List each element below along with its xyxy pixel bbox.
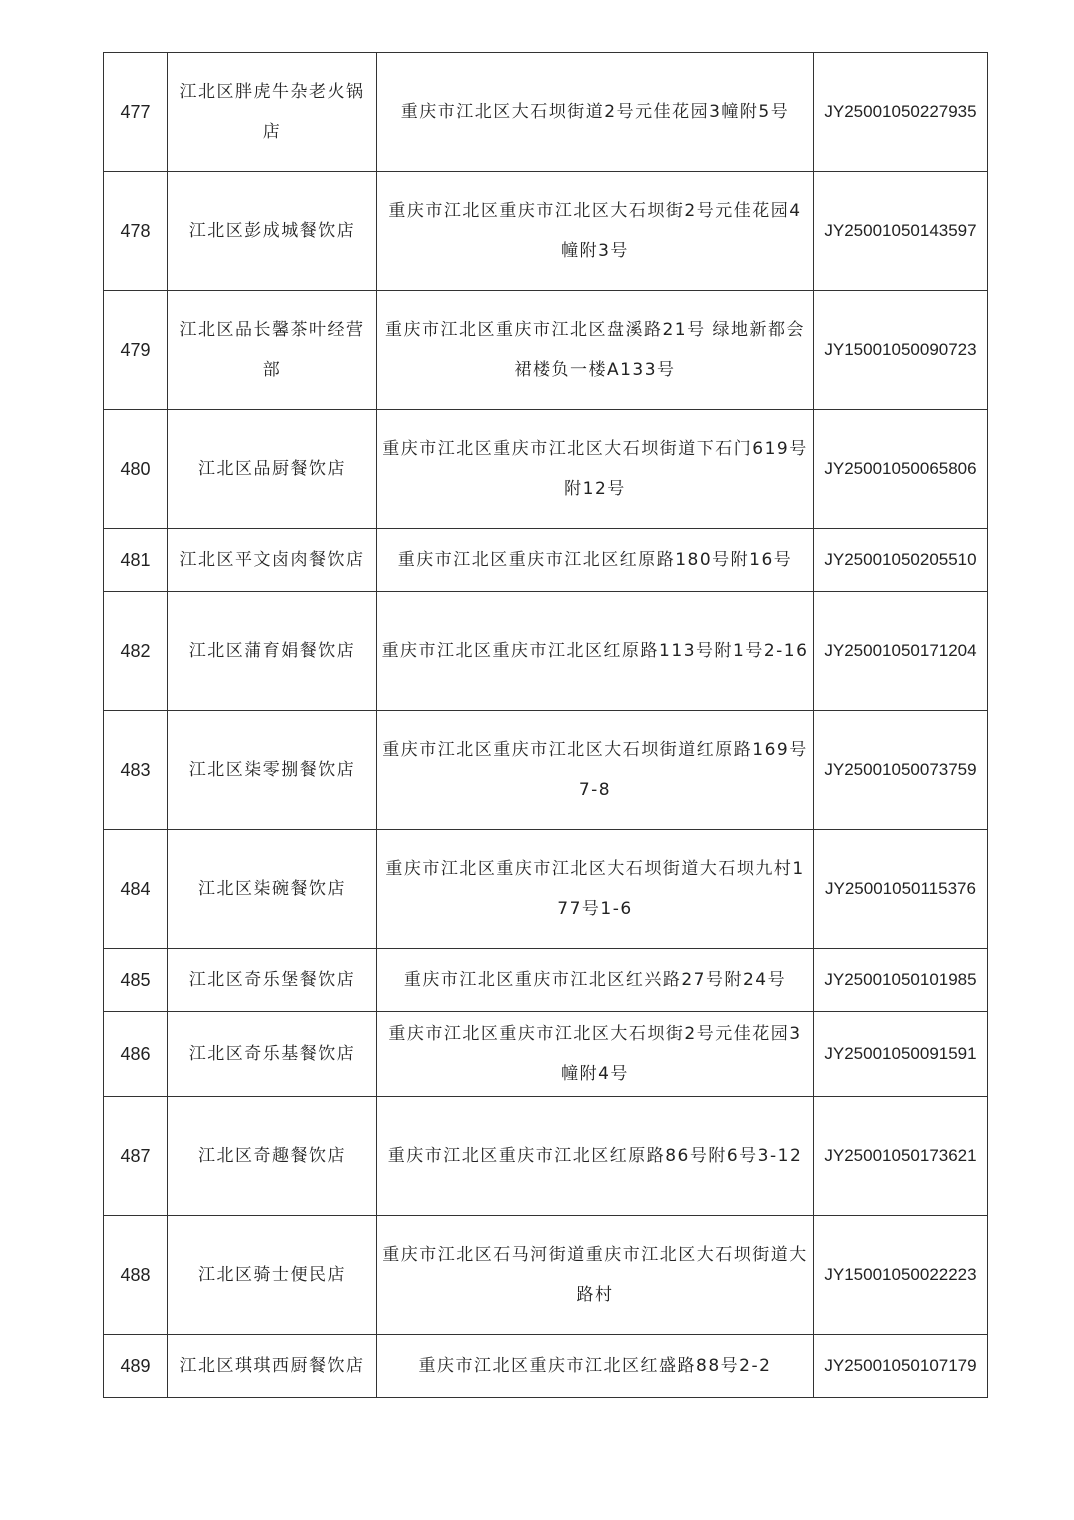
license-number: JY25001050227935 (814, 53, 988, 172)
business-address: 重庆市江北区大石坝街道2号元佳花园3幢附5号 (377, 53, 814, 172)
license-number: JY25001050171204 (814, 592, 988, 711)
row-number: 477 (104, 53, 168, 172)
business-address: 重庆市江北区重庆市江北区红原路180号附16号 (377, 529, 814, 592)
business-address: 重庆市江北区重庆市江北区红盛路88号2-2 (377, 1335, 814, 1398)
table-row (104, 1097, 988, 1216)
license-number: JY15001050022223 (814, 1216, 988, 1335)
table-row (104, 53, 988, 172)
row-number: 481 (104, 529, 168, 592)
license-number: JY25001050107179 (814, 1335, 988, 1398)
row-number: 489 (104, 1335, 168, 1398)
row-number: 484 (104, 830, 168, 949)
business-name: 江北区品长馨茶叶经营部 (168, 291, 377, 410)
license-number: JY25001050101985 (814, 949, 988, 1012)
row-number: 483 (104, 711, 168, 830)
business-address: 重庆市江北区重庆市江北区大石坝街2号元佳花园4幢附3号 (377, 172, 814, 291)
license-number: JY25001050115376 (814, 830, 988, 949)
table-row (104, 1012, 988, 1097)
business-address: 重庆市江北区石马河街道重庆市江北区大石坝街道大路村 (377, 1216, 814, 1335)
row-number: 482 (104, 592, 168, 711)
business-address: 重庆市江北区重庆市江北区大石坝街道下石门619号附12号 (377, 410, 814, 529)
business-address: 重庆市江北区重庆市江北区红原路113号附1号2-16 (377, 592, 814, 711)
business-name: 江北区胖虎牛杂老火锅店 (168, 53, 377, 172)
business-name: 江北区琪琪西厨餐饮店 (168, 1335, 377, 1398)
business-address: 重庆市江北区重庆市江北区大石坝街2号元佳花园3幢附4号 (377, 1012, 814, 1097)
license-number: JY25001050143597 (814, 172, 988, 291)
business-name: 江北区品厨餐饮店 (168, 410, 377, 529)
table-row (104, 291, 988, 410)
row-number: 478 (104, 172, 168, 291)
table-row (104, 1216, 988, 1335)
business-name: 江北区奇乐堡餐饮店 (168, 949, 377, 1012)
business-address: 重庆市江北区重庆市江北区红兴路27号附24号 (377, 949, 814, 1012)
business-name: 江北区奇乐基餐饮店 (168, 1012, 377, 1097)
business-address: 重庆市江北区重庆市江北区大石坝街道大石坝九村177号1-6 (377, 830, 814, 949)
table-row (104, 711, 988, 830)
row-number: 480 (104, 410, 168, 529)
license-number: JY25001050091591 (814, 1012, 988, 1097)
row-number: 486 (104, 1012, 168, 1097)
license-number: JY25001050065806 (814, 410, 988, 529)
business-name: 江北区奇趣餐饮店 (168, 1097, 377, 1216)
license-number: JY25001050205510 (814, 529, 988, 592)
table-row (104, 592, 988, 711)
row-number: 479 (104, 291, 168, 410)
business-address: 重庆市江北区重庆市江北区大石坝街道红原路169号7-8 (377, 711, 814, 830)
table-row (104, 949, 988, 1012)
business-name: 江北区骑士便民店 (168, 1216, 377, 1335)
license-number: JY15001050090723 (814, 291, 988, 410)
row-number: 485 (104, 949, 168, 1012)
row-number: 488 (104, 1216, 168, 1335)
business-name: 江北区平文卤肉餐饮店 (168, 529, 377, 592)
business-address: 重庆市江北区重庆市江北区盘溪路21号 绿地新都会裙楼负一楼A133号 (377, 291, 814, 410)
business-name: 江北区柒零捌餐饮店 (168, 711, 377, 830)
business-name: 江北区蒲育娟餐饮店 (168, 592, 377, 711)
business-license-table (103, 52, 988, 1398)
row-number: 487 (104, 1097, 168, 1216)
license-number: JY25001050173621 (814, 1097, 988, 1216)
business-name: 江北区彭成城餐饮店 (168, 172, 377, 291)
table-row (104, 172, 988, 291)
table-row (104, 410, 988, 529)
table-row (104, 529, 988, 592)
business-address: 重庆市江北区重庆市江北区红原路86号附6号3-12 (377, 1097, 814, 1216)
license-number: JY25001050073759 (814, 711, 988, 830)
table-row (104, 830, 988, 949)
table-row (104, 1335, 988, 1398)
business-name: 江北区柒碗餐饮店 (168, 830, 377, 949)
